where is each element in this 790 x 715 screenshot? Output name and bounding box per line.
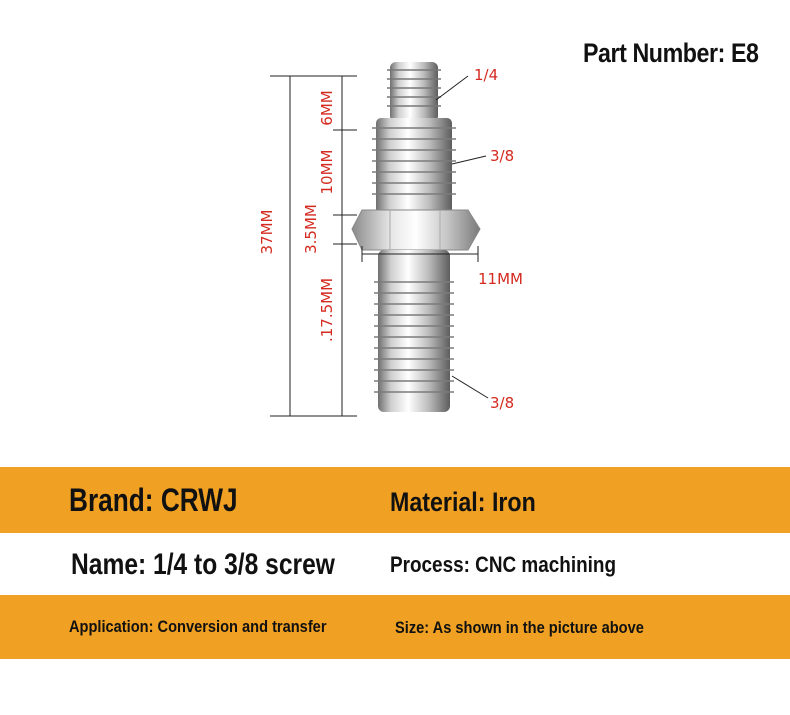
- dim-lower-thread: .17.5MM: [318, 277, 336, 343]
- lower-thread: [374, 250, 454, 412]
- dim-top-thread: 6MM: [318, 90, 336, 126]
- application-text: Application: Conversion and transfer: [69, 617, 327, 636]
- spec-band-application: [0, 595, 790, 659]
- label-top-thread: 1/4: [474, 66, 499, 84]
- top-thread: [387, 62, 441, 122]
- size-text: Size: As shown in the picture above: [395, 618, 644, 637]
- dim-hex: 3.5MM: [302, 204, 320, 254]
- dim-hex-width: 11MM: [478, 270, 523, 288]
- dim-upper-thread: 10MM: [318, 149, 336, 195]
- process-text: Process: CNC machining: [390, 552, 617, 577]
- label-upper-thread: 3/8: [490, 147, 515, 165]
- part-number-title: Part Number: E8: [583, 38, 759, 68]
- spec-band-brand: [0, 467, 790, 533]
- material-text: Material: Iron: [390, 487, 536, 517]
- label-lower-thread: 3/8: [490, 394, 515, 412]
- dim-total: 37MM: [258, 209, 276, 255]
- upper-thread: [372, 118, 456, 214]
- spec-band-name: [0, 533, 790, 595]
- hex-nut: [352, 210, 480, 250]
- name-text: Name: 1/4 to 3/8 screw: [71, 548, 335, 581]
- brand-text: Brand: CRWJ: [69, 482, 238, 518]
